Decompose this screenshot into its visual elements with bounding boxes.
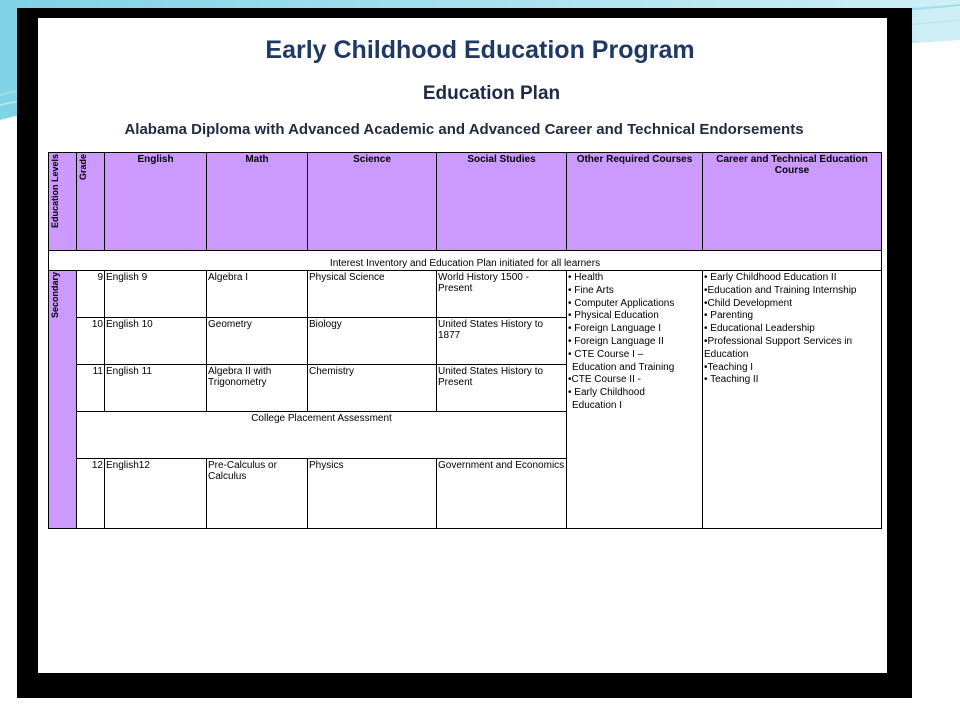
list-item: •Education and Training Internship <box>704 284 857 296</box>
header-math: Math <box>207 153 308 251</box>
interest-inventory-text: Interest Inventory and Education Plan initiated for all learners <box>49 251 882 271</box>
list-item: • Foreign Language II <box>568 335 664 347</box>
list-item: Education I <box>572 399 623 411</box>
list-item: • Physical Education <box>568 310 659 322</box>
page-subtitle: Education Plan <box>422 83 561 104</box>
header-row <box>49 153 882 251</box>
other-courses-list <box>567 271 703 529</box>
list-item: • CTE Course I – <box>568 348 644 360</box>
college-placement-text: College Placement Assessment <box>77 412 567 459</box>
list-item: •Teaching I <box>704 361 754 373</box>
list-item: • Early Childhood Education II <box>704 272 837 283</box>
career-courses-list <box>703 271 882 529</box>
header-career-tech: Career and Technical Education Course <box>703 153 882 251</box>
math-cell: Algebra II with Trigonometry <box>207 365 308 412</box>
grade-cell: 10 <box>77 318 105 365</box>
social-cell: World History 1500 - Present <box>437 271 567 318</box>
social-cell: United States History to 1877 <box>437 318 567 365</box>
list-item: •Child Development <box>704 297 792 309</box>
grade-cell: 12 <box>77 459 105 529</box>
science-cell: Physics <box>308 459 437 529</box>
header-english: English <box>105 153 207 251</box>
header-education-levels-label: Education Levels <box>50 154 60 229</box>
header-science: Science <box>308 153 437 251</box>
english-cell: English12 <box>105 459 207 529</box>
grade-cell: 11 <box>77 365 105 412</box>
list-item: • Parenting <box>704 310 754 322</box>
header-grade-label: Grade <box>78 154 88 181</box>
list-item: • Health <box>568 272 604 283</box>
list-item: • Teaching II <box>704 374 759 386</box>
header-other-required: Other Required Courses <box>567 153 703 251</box>
education-plan-table <box>48 152 882 529</box>
header-grade <box>77 153 105 251</box>
english-cell: English 10 <box>105 318 207 365</box>
science-cell: Physical Science <box>308 271 437 318</box>
science-cell: Chemistry <box>308 365 437 412</box>
english-cell: English 11 <box>105 365 207 412</box>
header-education-levels <box>49 153 77 251</box>
grade-cell: 9 <box>77 271 105 318</box>
list-item: •CTE Course II - <box>568 374 641 386</box>
english-cell: English 9 <box>105 271 207 318</box>
social-cell: United States History to Present <box>437 365 567 412</box>
math-cell: Geometry <box>207 318 308 365</box>
list-item: • Educational Leadership <box>704 323 815 335</box>
list-item: • Fine Arts <box>568 284 614 296</box>
level-secondary-label: Secondary <box>50 272 60 319</box>
list-item: • Early Childhood <box>568 387 645 399</box>
science-cell: Biology <box>308 318 437 365</box>
interest-row <box>49 251 882 271</box>
math-cell: Algebra I <box>207 271 308 318</box>
list-item: • Computer Applications <box>568 297 675 309</box>
list-item: • Foreign Language I <box>568 323 662 335</box>
page-title: Early Childhood Education Program <box>265 36 695 64</box>
list-item: Education and Training <box>572 361 675 373</box>
list-item: •Professional Support Services in Education <box>704 335 853 360</box>
social-cell: Government and Economics <box>437 459 567 529</box>
math-cell: Pre-Calculus or Calculus <box>207 459 308 529</box>
level-secondary <box>49 271 77 529</box>
diploma-title: Alabama Diploma with Advanced Academic and Advanced Career and Technical Endorsements <box>124 121 804 138</box>
header-social-studies: Social Studies <box>437 153 567 251</box>
table-row <box>49 271 882 318</box>
